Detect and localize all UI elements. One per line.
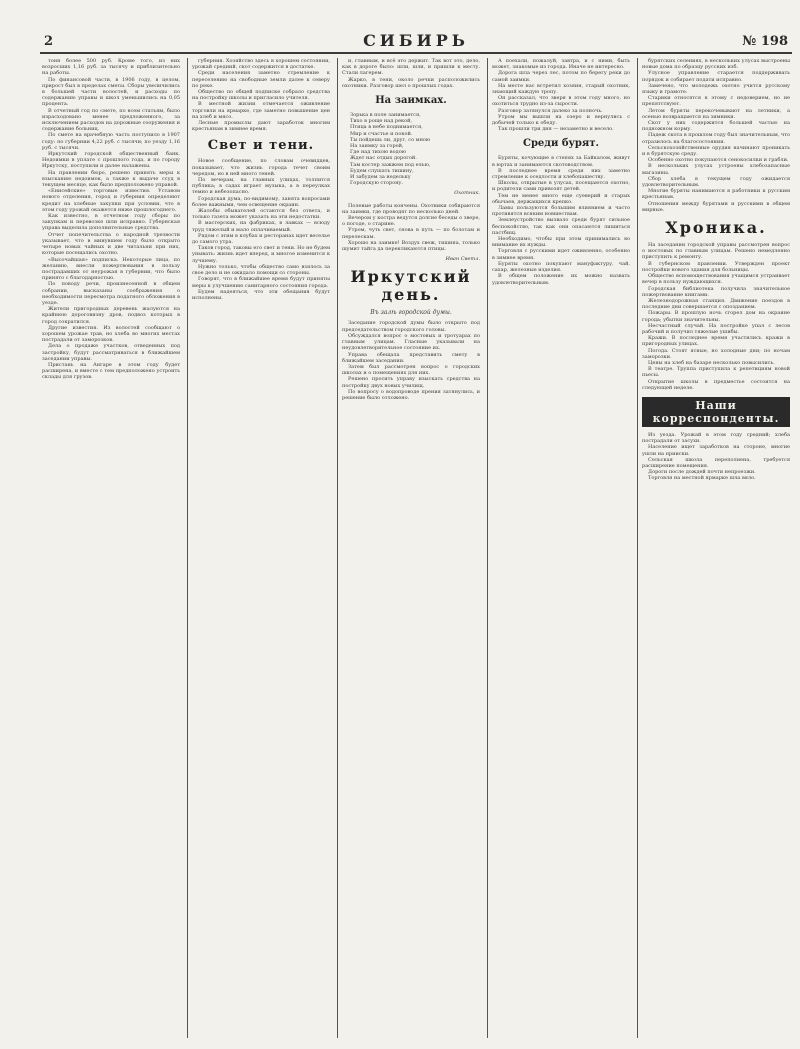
paragraph: По смете на врачебную часть поступило в 1907 году: по губернии 4,22 руб. с тысячи; по уезду 1,16 руб. с тысячи. bbox=[42, 132, 180, 151]
paragraph: Торговля с русскими идет оживленно, особенно в зимнее время. bbox=[492, 248, 630, 261]
paragraph: Лесные промыслы дают заработок многим крестьянам в зимнее время. bbox=[192, 120, 330, 133]
paragraph: Торговля на местной ярмарке шла вяло. bbox=[648, 475, 756, 482]
paragraph: Новое сообщение, по словам очевидцев, показывает, что жизнь города течет своим чередом, но в ней много теней. bbox=[192, 158, 330, 177]
paragraph: По поводу речи, произнесенной в общем собрании, высказаны соображения о необходимости пересмотра податного обложения в уезде. bbox=[42, 281, 180, 306]
paragraph: Хорошо на заимке! Воздух свеж, тишина, только шумит тайга да перекликаются птицы. bbox=[342, 239, 480, 253]
paragraph: Городская дума, по-видимому, занята вопросами более важными, чем освещение окраин. bbox=[192, 195, 330, 208]
paragraph: бурятских селениях, в нескольких улусах выстроены новые дома по образцу русских изб. bbox=[642, 58, 790, 71]
paragraph: Землеустройство вызвало среди бурят сильное беспокойство, так как они опасаются лишиться пастбищ. bbox=[492, 217, 630, 236]
paragraph: Обсуждался вопрос о мостовых и тротуарах по главным улицам. Гласные указывали на неудовлетворительное состояние их. bbox=[342, 332, 480, 352]
paragraph: Будем слушать тишину, bbox=[350, 167, 414, 174]
signature: Охотник. bbox=[454, 190, 480, 197]
paragraph: Железнодорожная станция. Движение поездов в последние дни совершается с опозданием. bbox=[642, 297, 790, 311]
paragraph: Дороги после дождей почти непроезжи. bbox=[648, 469, 756, 476]
paragraph: Нужно только, чтобы общество само взялось за свое дело и не ожидало помощи со стороны. bbox=[192, 263, 330, 277]
newspaper-page bbox=[40, 30, 792, 1040]
paragraph: Он рассказал, что зверя в этом году много, но охотиться трудно из-за сырости. bbox=[492, 95, 630, 108]
paragraph: В местной жизни отмечается оживление торговли на ярмарке, где заметно повышение цен на хлеб и мясо. bbox=[192, 101, 330, 120]
column-4 bbox=[492, 58, 630, 1038]
paragraph: Отчет попечительства о народной трезвости указывает, что в минувшем году было открыто четыре новых чайных и две читальни при них, которые посещались охотно. bbox=[42, 231, 180, 257]
paragraph: Решено просить управу изыскать средства на постройку двух новых училищ. bbox=[342, 376, 480, 389]
column-5 bbox=[642, 58, 790, 1038]
paragraph: Вечером у костра ведутся долгие беседы о звере, о погоде, о старине. bbox=[342, 215, 480, 228]
column-5-text-top bbox=[642, 58, 790, 213]
paragraph: Иркутский городской общественный банк. Недоимки в уплате с прошлого года, и по городу Иркутску, поступили и далее налажены. bbox=[42, 151, 180, 170]
paragraph: На заимку за горой, bbox=[350, 143, 404, 150]
heading-nashi-korrespondenty: Наши корреспонденты. bbox=[642, 397, 790, 427]
paragraph: Особенно охотно покупаются сенокосилки и грабли. bbox=[648, 157, 789, 164]
page-number: 2 bbox=[44, 34, 54, 49]
paragraph: губерния. Хозяйство здесь в хорошем состоянии, урожай средний, скот содержится в достатке. bbox=[192, 58, 330, 71]
chronicle-text bbox=[642, 242, 790, 391]
heading-sredi-buryat: Среди бурят. bbox=[522, 138, 599, 150]
paragraph: На правлении бюро, решено принять меры к взысканию недоимок, а также к выдаче ссуд в текущем месяце, как было предположено управой. bbox=[42, 169, 180, 189]
paragraph: В отчетный год по смете, по всем статьям, было израсходовано менее предложенного, за исключением расходов на дорожные сооружения и содержание больниц. bbox=[42, 107, 180, 133]
column-3-text-top bbox=[342, 58, 480, 89]
correspondents-text bbox=[642, 432, 790, 482]
paragraph: Летом буряты перекочевывают на летники, а осенью возвращаются на зимники. bbox=[642, 107, 790, 120]
paragraph: Ламы пользуются большим влиянием и часто противятся всяким новшествам. bbox=[492, 205, 630, 218]
column-4-text-top bbox=[492, 58, 630, 132]
newspaper-title: СИБИРЬ bbox=[363, 31, 469, 50]
paragraph: Школы, открытые в улусах, посещаются охотно, и родители сами привозят детей. bbox=[492, 180, 630, 193]
paragraph: Улусное управление старается поддерживать порядок и собирает подати исправно. bbox=[642, 70, 790, 83]
paragraph: Население ищет заработков на стороне, многие ушли на прииски. bbox=[642, 444, 790, 457]
paragraph: Разговор затянулся далеко за полночь. bbox=[498, 107, 603, 114]
paragraph: Как известно, в отчетном году сборы по закупкам и перевозке шли исправно. Губернская управа выделила дополнительные средства. bbox=[42, 213, 180, 232]
paragraph: Говорят, что в ближайшее время будут приняты меры к улучшению санитарного состояния города. bbox=[192, 276, 330, 289]
paragraph: В общем положение их можно назвать удовлетворительным. bbox=[492, 273, 630, 286]
paragraph: Другие известия. Из волостей сообщают о хорошем урожае трав, но хлеба во многих местах пострадали от заморозков. bbox=[42, 324, 180, 344]
paragraph: Сельскохозяйственные орудия начинают проникать и в бурятскую среду. bbox=[642, 144, 790, 158]
paragraph: Цены на хлеб на базаре несколько повысились. bbox=[648, 359, 775, 366]
column-divider bbox=[337, 58, 338, 1038]
paragraph: По финансовой части, в 1906 году, в целом, прирост был в пределах сметы. Сборы увеличились в большей части волостей, и расходы по содержанию управы и школ уменьшились на 0,05 процента. bbox=[42, 76, 180, 108]
heading-sveti-teni: Свет и тени. bbox=[207, 138, 315, 154]
column-1-text bbox=[42, 58, 180, 381]
paragraph: Многие буряты нанимаются в работники к русским крестьянам. bbox=[642, 188, 790, 201]
paragraph: Общество по общей подписке собрало средства на постройку школы и пригласило учителя. bbox=[192, 89, 330, 102]
column-4-text-bottom bbox=[492, 155, 630, 285]
paragraph: Так прошли три дня — незаметно и весело. bbox=[498, 126, 614, 133]
paragraph: На заседании городской управы рассмотрен вопрос о мостовых по главным улицам. Решено немедленно приступить к ремонту. bbox=[642, 242, 790, 261]
signature: Иван Светл. bbox=[445, 256, 480, 263]
paragraph: Будем надеяться, что эти обещания будут исполнены. bbox=[192, 288, 330, 301]
paragraph: Ждет нас отдых дорогой. bbox=[350, 155, 417, 162]
paragraph: В мастерских, на фабриках, в лавках — всюду труд тяжелый и мало оплачиваемый. bbox=[192, 220, 330, 233]
paragraph: Среди населения заметно стремление к переселению на свободные земли далее к северу по реке. bbox=[192, 70, 330, 89]
paragraph: Утром мы вышли на озеро и вернулись с добычей только к обеду. bbox=[492, 113, 630, 127]
heading-irkutskii-den: Иркутский день. bbox=[350, 267, 472, 305]
paragraph: и, главным, и всё это держит. Так вот это, дело, как в дороге было: шли, шли, и пришли к месту. Стали лагерем. bbox=[342, 58, 480, 77]
paragraph: Пристань на Ангаре в этом году будет расширена, и вместе с тем предположено устроить склады для грузов. bbox=[42, 361, 180, 381]
paragraph: Из уезда. Урожай в этом году средний; хлеба пострадали от засухи. bbox=[642, 431, 790, 445]
paragraph: Там костер зажжем под елью, bbox=[350, 161, 431, 168]
paragraph: И забудем за недельку bbox=[350, 174, 411, 181]
paragraph: Мир и счастье и покой. bbox=[350, 130, 413, 137]
paragraph: Заседание городской думы было открыто под председательством городского головы. bbox=[342, 320, 480, 333]
paragraph: Замечено, что молодежь охотно учится русскому языку и грамоте. bbox=[642, 82, 790, 96]
paragraph: По вечерам, на главных улицах, толпится публика; в садах играет музыка, а в переулках темно и небезопасно. bbox=[192, 177, 330, 196]
paragraph: Зорька в поле занимается, bbox=[350, 112, 421, 119]
paragraph: Рядом с этим в клубах и ресторанах идет веселье до самого утра. bbox=[192, 232, 330, 246]
heading-khronika: Хроника. bbox=[665, 218, 767, 238]
paragraph: тонн более 500 руб. Кроме того, из них возросших 1,16 руб. за тысячу и приблизительно на работы. bbox=[42, 58, 180, 77]
paragraph: Открытие школы в предместье состоится на следующей неделе. bbox=[642, 378, 790, 391]
column-3-text-mid bbox=[342, 203, 480, 253]
paragraph: На месте нас встретил хозяин, старый охотник, знающий каждую тропу. bbox=[492, 82, 630, 96]
paragraph: «Енисейские» торговые известия. Уставом нового отделения, город и губерния определяют кредит на хлебные закупки при условии, что в этом году урожай окажется ниже прошлогоднего. bbox=[42, 188, 180, 213]
paragraph: Несчастный случай. На постройке упал с лесов рабочий и получил тяжелые ушибы. bbox=[642, 322, 790, 335]
paragraph: Тем не менее много еще суеверий и старых обычаев, держащихся крепко. bbox=[492, 192, 630, 205]
paragraph: Городскую сторону. bbox=[350, 180, 404, 187]
paragraph: Буряты, кочующие в степях за Байкалом, живут в юртах и занимаются скотоводством. bbox=[492, 155, 630, 168]
paragraph: Жители пригородных деревень жалуются на крайнюю дороговизну дров, подвоз которых в город сократился. bbox=[42, 306, 180, 325]
paragraph: Сбор хлеба в текущем году ожидается удовлетворительным. bbox=[642, 175, 790, 189]
paragraph: В нескольких улусах устроены хлебозапасные магазины. bbox=[642, 163, 790, 176]
paragraph: Тихо в роще над рекой, bbox=[350, 118, 413, 125]
paragraph: «Высочайшая» подписка. Некоторые лица, по желанию, внесли пожертвования в пользу пострадавших от неурожая в губернии, что было принято с благодарностью. bbox=[42, 256, 180, 282]
column-divider bbox=[187, 58, 188, 1038]
paragraph: Птица в небе поднимается, bbox=[350, 124, 423, 131]
paragraph: Полевые работы кончены. Охотники собираются на заимки, где проводят по несколько дней. bbox=[342, 202, 480, 215]
paragraph: Дорога шла через лес, потом по берегу реки до самой заимки. bbox=[492, 70, 630, 83]
paragraph: В театре. Труппа приступила к репетициям новой пьесы. bbox=[642, 366, 790, 379]
paragraph: Погода. Стоят ясные, но холодные дни; по ночам заморозки. bbox=[642, 347, 790, 360]
poem bbox=[342, 112, 480, 186]
paragraph: Таков город, таковы его свет и тени. Но не будем унывать: жизнь идет вперед, и многое изменится к лучшему. bbox=[192, 245, 330, 264]
paragraph: Падеж скота в прошлом году был значительным, что отразилось на благосостоянии. bbox=[642, 132, 790, 145]
paragraph: Ты пойдешь ли, друг, со мною bbox=[350, 136, 431, 143]
paragraph: Дела о продаже участков, отведенных под застройку, будут рассматриваться в ближайшем заседании управы. bbox=[42, 343, 180, 362]
masthead bbox=[40, 30, 792, 54]
paragraph: Буряты охотно покупают мануфактуру, чай, сахар, железные изделия. bbox=[492, 260, 630, 274]
paragraph: Скот у них содержится большей частью на подножном корму. bbox=[642, 120, 790, 133]
paragraph: В последнее время среди них заметно стремление к оседлости и хлебопашеству. bbox=[492, 167, 630, 181]
column-3-text-bottom bbox=[342, 320, 480, 401]
paragraph: Управа обещала представить смету в ближайшем заседании. bbox=[342, 351, 480, 364]
column-2-text-top bbox=[192, 58, 330, 132]
paragraph: Общество вспомоществования учащимся устраивает вечер в пользу нуждающихся. bbox=[642, 273, 790, 286]
paragraph: Где над тихою водою bbox=[350, 149, 407, 156]
column-2 bbox=[192, 58, 330, 1038]
paragraph: В губернском правлении. Утвержден проект постройки нового здания для больницы. bbox=[642, 260, 790, 273]
column-divider bbox=[637, 58, 638, 1038]
subheading: Въ залѣ городской думы. bbox=[370, 309, 452, 317]
heading-na-zaimkakh: На заимках. bbox=[375, 95, 447, 107]
paragraph: Отношения между бурятами и русскими в общем мирные. bbox=[642, 200, 790, 213]
paragraph: Затем был рассмотрен вопрос о городских школах и о помещениях для них. bbox=[342, 363, 480, 377]
paragraph: Утром, чуть свет, снова в путь — по болотам и перелескам. bbox=[342, 227, 480, 240]
issue-number: № 198 bbox=[742, 34, 788, 49]
paragraph: А поехали, пожалуй, завтра, и с ними, быть может, знакомые из города. Иначе не интересно. bbox=[492, 58, 630, 71]
paragraph: Пожары. В прошлую ночь сгорел дом на окраине города; убытки значительны. bbox=[642, 310, 790, 323]
paragraph: Городская библиотека получила значительное пожертвование книгами. bbox=[642, 285, 790, 298]
paragraph: По вопросу о водопроводе прения затянулись, и решение было отложено. bbox=[342, 388, 480, 401]
paragraph: Жалобы обывателей остаются без ответа, и только газета может указать на эти недостатки. bbox=[192, 208, 330, 221]
column-divider bbox=[487, 58, 488, 1038]
column-2-text-bottom bbox=[192, 158, 330, 301]
paragraph: Сельская школа переполнена, требуется расширение помещения. bbox=[642, 456, 790, 469]
paragraph: Старики относятся к этому с недоверием, но не препятствуют. bbox=[642, 95, 790, 108]
column-1 bbox=[42, 58, 180, 1038]
paragraph: Кражи. В последнее время участились кражи в пригородных улицах. bbox=[642, 335, 790, 348]
paragraph: Необходимо, чтобы при этом принимались во внимание их нужды. bbox=[492, 236, 630, 249]
paragraph: Жарко, в тени, около речки расположились охотники. Разговор шел о прошлых годах. bbox=[342, 76, 480, 89]
column-3 bbox=[342, 58, 480, 1038]
